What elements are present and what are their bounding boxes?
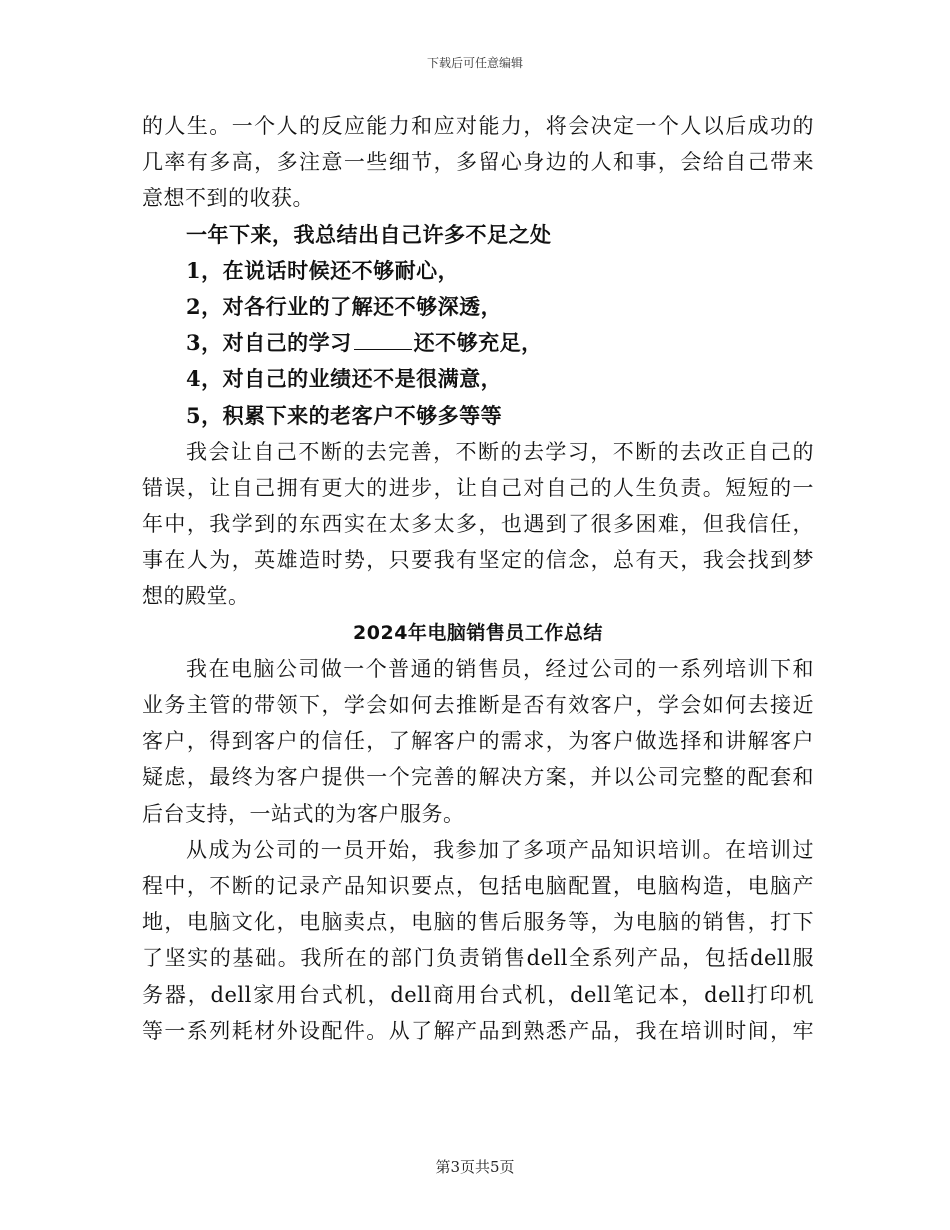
shortcoming-item-1: 1，在说话时候还不够耐心， xyxy=(186,257,460,283)
page-header: 下载后可任意编辑 xyxy=(426,56,523,70)
shortcoming-item-2: 2，对各行业的了解还不够深透， xyxy=(186,293,503,319)
paragraph-line: 后台支持，一站式的为客户服务。 xyxy=(142,801,465,826)
paragraph-line: 年中，我学到的东西实在太多太多，也遇到了很多困难，但我信任， xyxy=(142,512,814,537)
shortcoming-item-5: 5，积累下来的老客户不够多等等 xyxy=(186,402,503,428)
page-footer: 第3页共5页 xyxy=(435,1158,515,1176)
shortcoming-item-3 xyxy=(142,325,814,361)
paragraph-line: 意想不到的收获。 xyxy=(142,186,314,211)
paragraph-line: 程中，不断的记录产品知识要点，包括电脑配置，电脑构造，电脑产 xyxy=(142,873,814,898)
shortcoming-item-3-before: 3，对自己的学习 xyxy=(186,330,352,356)
shortcoming-item-3-after: 还不够充足， xyxy=(413,330,543,356)
fill-in-blank xyxy=(354,331,412,350)
shortcoming-item-4: 4，对自己的业绩还不是很满意， xyxy=(186,366,503,392)
paragraph-line: 了坚实的基础。我所在的部门负责销售dell全系列产品，包括dell服 xyxy=(142,946,814,971)
paragraph-line: 务器，dell家用台式机，dell商用台式机，dell笔记本，dell打印机 xyxy=(142,982,814,1007)
paragraph-line: 的人生。一个人的反应能力和应对能力，将会决定一个人以后成功的 xyxy=(142,114,814,138)
paragraph-line: 我会让自己不断的去完善，不断的去学习，不断的去改正自己的 xyxy=(186,439,814,464)
paragraph-line: 业务主管的带领下，学会如何去推断是否有效客户，学会如何去接近 xyxy=(142,693,814,717)
paragraph-line: 想的殿堂。 xyxy=(142,584,250,609)
paragraph-line: 事在人为，英雄造时势，只要我有坚定的信念，总有天，我会找到梦 xyxy=(142,548,814,573)
paragraph-line: 客户，得到客户的信任，了解客户的需求，为客户做选择和讲解客户 xyxy=(142,729,814,754)
paragraph-line: 几率有多高，多注意一些细节，多留心身边的人和事，会给自己带来 xyxy=(142,150,814,175)
paragraph-line: 错误，让自己拥有更大的进步，让自己对自己的人生负责。短短的一 xyxy=(142,475,814,500)
paragraph-line: 从成为公司的一员开始，我参加了多项产品知识培训。在培训过 xyxy=(186,837,814,862)
paragraph-line: 地，电脑文化，电脑卖点，电脑的售后服务等，为电脑的销售，打下 xyxy=(142,910,814,935)
document-body xyxy=(142,108,814,1049)
paragraph-line: 我在电脑公司做一个普通的销售员，经过公司的一系列培训下和 xyxy=(186,656,814,681)
section-title: 2024年电脑销售员工作总结 xyxy=(353,621,603,644)
shortcomings-heading: 一年下来，我总结出自己许多不足之处 xyxy=(186,221,552,247)
paragraph-line: 疑虑，最终为客户提供一个完善的解决方案，并以公司完整的配套和 xyxy=(142,765,814,790)
paragraph-line: 等一系列耗材外设配件。从了解产品到熟悉产品，我在培训时间，牢 xyxy=(142,1018,814,1043)
